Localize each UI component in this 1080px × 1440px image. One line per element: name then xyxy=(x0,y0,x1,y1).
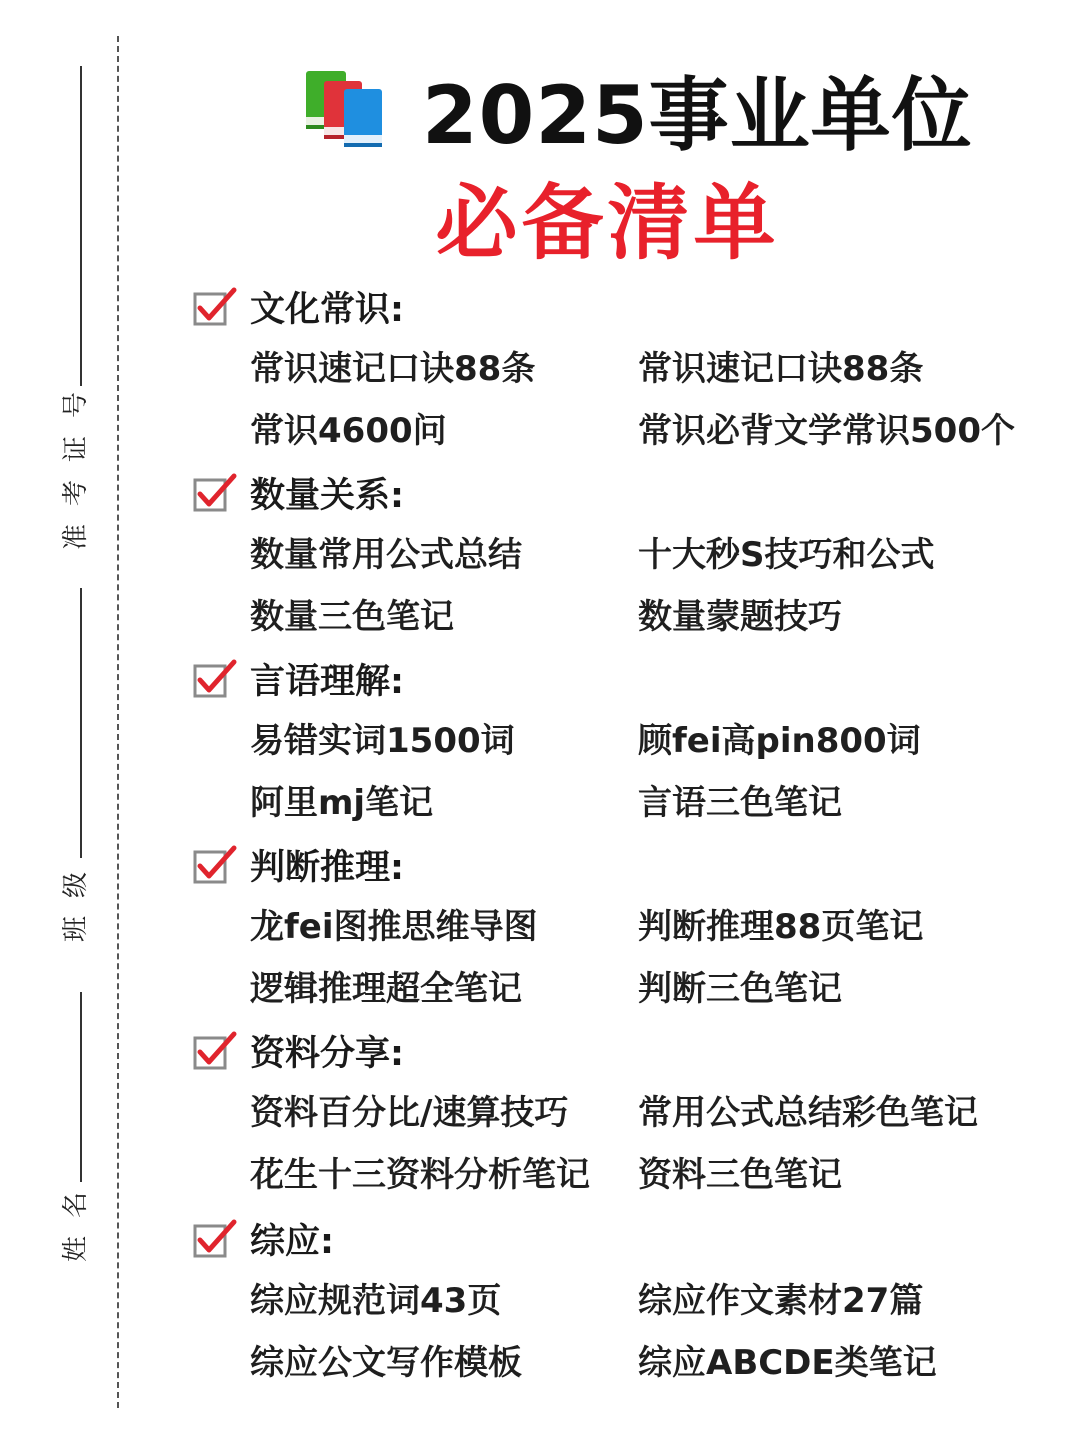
list-item: 花生十三资料分析笔记 xyxy=(250,1155,590,1195)
list-item: 阿里mj笔记 xyxy=(250,783,434,823)
list-item: 综应规范词43页 xyxy=(250,1281,502,1321)
title-sub: 必备清单 xyxy=(435,176,780,271)
name-label: 名 姓 xyxy=(61,1192,91,1263)
check-icon xyxy=(192,1216,238,1262)
check-icon xyxy=(192,1028,238,1074)
class-label: 级 班 xyxy=(61,872,91,943)
section-verbal xyxy=(192,648,1052,834)
section-title: 言语理解: xyxy=(250,662,404,702)
exam-number-label: 号 证 考 准 xyxy=(61,392,91,551)
list-item: 综应公文写作模板 xyxy=(250,1343,522,1383)
list-item: 常识4600问 xyxy=(250,411,447,451)
check-icon xyxy=(192,656,238,702)
list-item: 数量常用公式总结 xyxy=(250,535,522,575)
list-item: 综应作文素材27篇 xyxy=(638,1281,924,1321)
list-item: 资料三色笔记 xyxy=(638,1155,842,1195)
list-item: 资料百分比/速算技巧 xyxy=(250,1093,569,1133)
section-comprehensive xyxy=(192,1208,1052,1394)
section-title: 数量关系: xyxy=(250,476,404,516)
section-title: 判断推理: xyxy=(250,848,404,888)
list-item: 数量蒙题技巧 xyxy=(638,597,842,637)
name-line xyxy=(80,992,82,1182)
list-item: 逻辑推理超全笔记 xyxy=(250,969,522,1009)
list-item: 顾fei高pin800词 xyxy=(638,721,921,761)
list-item: 常识必背文学常识500个 xyxy=(638,411,1015,451)
class-line xyxy=(80,588,82,858)
list-item: 常识速记口诀88条 xyxy=(250,349,536,389)
list-item: 言语三色笔记 xyxy=(638,783,842,823)
books-icon xyxy=(300,65,390,151)
title-row xyxy=(300,58,973,162)
list-item: 龙fei图推思维导图 xyxy=(250,907,538,947)
list-item: 判断三色笔记 xyxy=(638,969,842,1009)
title-main: 2025事业单位 xyxy=(422,68,973,162)
list-item: 十大秒S技巧和公式 xyxy=(638,535,935,575)
section-reasoning xyxy=(192,834,1052,1020)
section-quantity xyxy=(192,462,1052,648)
list-item: 常用公式总结彩色笔记 xyxy=(638,1093,978,1133)
check-icon xyxy=(192,470,238,516)
check-icon xyxy=(192,284,238,330)
section-title: 文化常识: xyxy=(250,290,404,330)
list-item: 判断推理88页笔记 xyxy=(638,907,924,947)
section-data xyxy=(192,1020,1052,1206)
list-item: 综应ABCDE类笔记 xyxy=(638,1343,937,1383)
section-title: 综应: xyxy=(250,1222,334,1262)
section-title: 资料分享: xyxy=(250,1034,404,1074)
list-item: 常识速记口诀88条 xyxy=(638,349,924,389)
list-item: 易错实词1500词 xyxy=(250,721,515,761)
list-item: 数量三色笔记 xyxy=(250,597,454,637)
check-icon xyxy=(192,842,238,888)
section-culture xyxy=(192,276,1052,462)
